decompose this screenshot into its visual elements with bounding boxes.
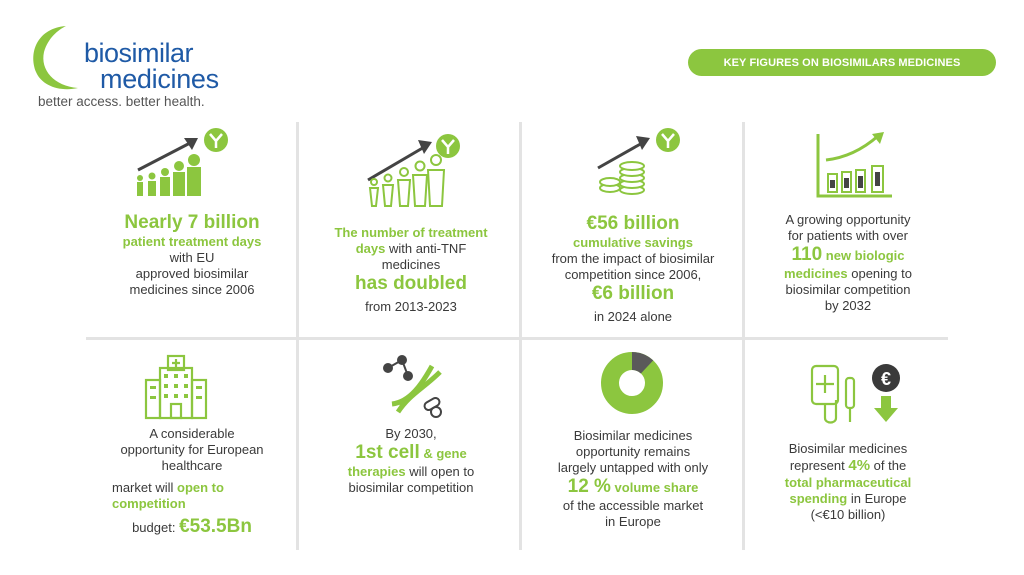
patients-growth-icon	[132, 128, 232, 202]
card-text: market will	[112, 480, 178, 495]
card-text: biosimilar competition	[348, 480, 474, 495]
key-figures-banner: KEY FIGURES ON BIOSIMILARS MEDICINES	[688, 49, 996, 76]
divider	[742, 340, 745, 550]
card-text: Biosimilar medicines	[573, 428, 693, 443]
dna-pills-icon	[380, 354, 450, 420]
card-text: healthcare	[161, 458, 223, 473]
card-highlight: new biologic	[822, 248, 905, 263]
card-highlight: open to	[177, 480, 224, 495]
card-patient-days	[92, 212, 292, 298]
treatment-growth-icon	[364, 130, 464, 210]
card-growing-opportunity	[750, 212, 946, 314]
card-cell-gene	[306, 426, 516, 496]
card-text: of the	[870, 458, 907, 473]
card-text: in 2024 alone	[593, 309, 673, 324]
divider	[519, 340, 522, 550]
card-headline: Nearly 7 billion	[124, 212, 260, 233]
card-text: A growing opportunity	[785, 212, 911, 227]
card-text: biosimilar competition	[785, 282, 911, 297]
card-text: budget:	[132, 520, 180, 535]
divider	[86, 337, 948, 340]
card-text: of the accessible market	[562, 498, 704, 513]
divider	[296, 122, 299, 337]
donut-share-slice	[632, 361, 647, 367]
donut-share-icon	[599, 350, 665, 416]
card-text: medicines	[381, 257, 441, 272]
brand-name-line1: biosimilar	[84, 38, 194, 68]
card-text: for patients with over	[788, 228, 908, 243]
card-pharma-spending	[750, 441, 946, 523]
card-text: by 2032	[824, 298, 872, 313]
card-text: opportunity for European	[120, 442, 264, 457]
card-text: opening to	[847, 266, 912, 281]
iv-euro-icon	[808, 360, 908, 426]
card-highlight: spending	[789, 491, 848, 506]
divider	[742, 122, 745, 337]
card-text: Biosimilar medicines	[788, 441, 908, 456]
card-text: approved biosimilar	[135, 266, 249, 281]
card-big-figure: €53.5Bn	[179, 516, 252, 537]
card-text: medicines since 2006	[129, 282, 255, 297]
card-headline: The number of treatment	[334, 225, 488, 240]
card-subline: cumulative savings	[573, 235, 693, 250]
euro-symbol: €	[880, 369, 892, 389]
card-highlight: total pharmaceutical	[784, 475, 912, 490]
card-big-figure: 1st cell	[355, 442, 420, 463]
card-highlight: volume share	[610, 480, 699, 495]
divider	[296, 340, 299, 550]
card-volume-share	[526, 428, 740, 530]
brand-tagline: better access. better health.	[38, 94, 205, 109]
card-text: opportunity remains	[575, 444, 691, 459]
card-text: competition since 2006,	[564, 267, 702, 282]
brand-logo	[26, 22, 226, 112]
card-text: (<€10 billion)	[810, 507, 886, 522]
card-text: By 2030,	[385, 426, 437, 441]
card-text: from the impact of biosimilar	[551, 251, 715, 266]
divider	[519, 122, 522, 337]
card-text: in Europe	[847, 491, 907, 506]
card-highlight: therapies	[347, 464, 406, 479]
card-highlight: competition	[112, 496, 186, 511]
card-savings	[526, 213, 740, 325]
card-text: A considerable	[149, 426, 235, 441]
card-healthcare-budget	[90, 426, 294, 538]
card-big-figure: €6 billion	[591, 283, 675, 304]
vials-chart-icon	[814, 130, 894, 200]
card-text: largely untapped with only	[557, 460, 709, 475]
card-text: with anti-TNF	[385, 241, 467, 256]
card-big-figure: 12 %	[567, 476, 611, 497]
card-subline: patient treatment days	[122, 234, 262, 249]
card-text: in Europe	[605, 514, 661, 529]
card-big-figure: 4%	[848, 457, 871, 474]
hospital-icon	[142, 354, 210, 420]
coins-growth-icon	[594, 128, 684, 198]
card-headline: €56 billion	[586, 213, 680, 234]
card-headline-part: days	[355, 241, 386, 256]
card-big-figure: has doubled	[355, 273, 467, 294]
card-text: from 2013-2023	[365, 299, 457, 314]
card-anti-tnf	[306, 225, 516, 315]
card-highlight: medicines	[784, 266, 848, 281]
card-text: will open to	[405, 464, 475, 479]
card-highlight: & gene	[419, 446, 467, 461]
card-text: with EU	[169, 250, 215, 265]
card-big-figure: 110	[791, 244, 823, 265]
card-text: represent	[789, 458, 849, 473]
brand-name-line2: medicines	[100, 64, 219, 94]
